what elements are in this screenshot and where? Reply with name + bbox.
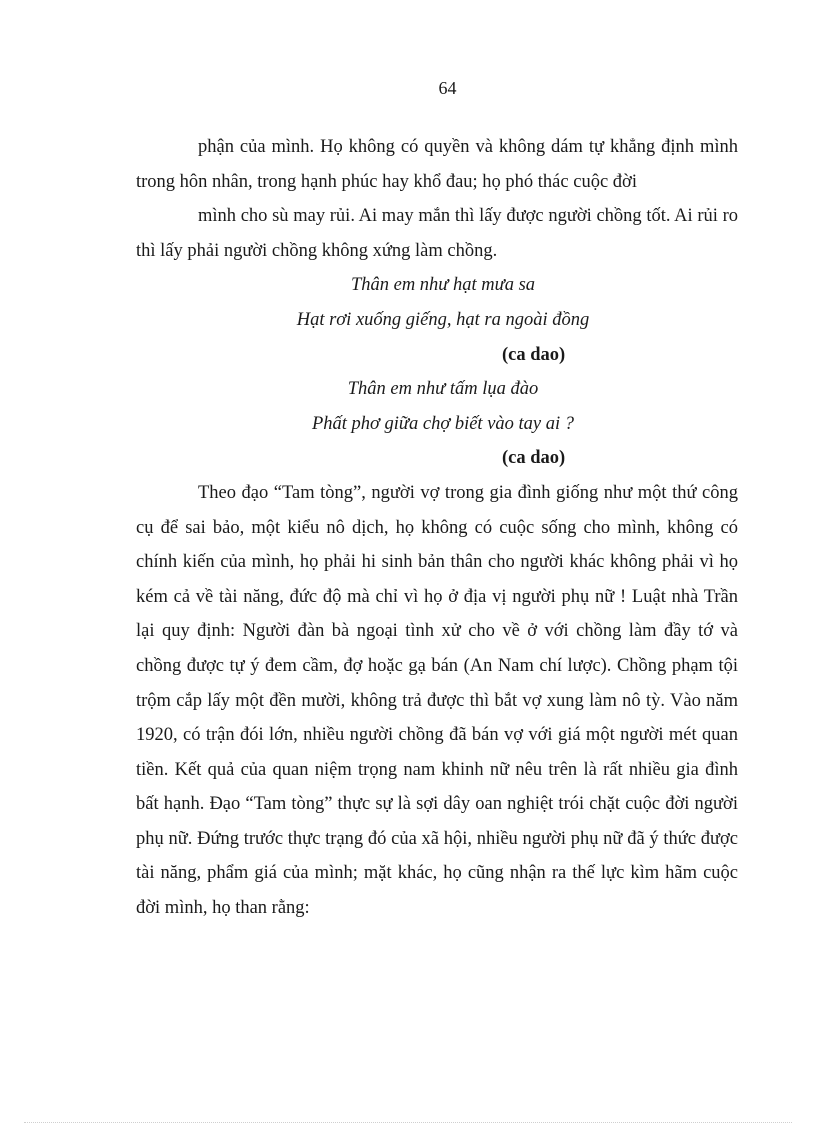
paragraph-2: mình cho sù may rủi. Ai may mắn thì lấy được người chồng tốt. Ai rủi ro thì lấy phải người chồng không xứng làm chồng. <box>136 206 738 261</box>
poem-1-line-2: Hạt rơi xuống giếng, hạt ra ngoài đồng <box>296 309 590 330</box>
poem-2-line-2: Phất phơ giữa chợ biết vào tay ai ? <box>311 413 575 434</box>
paragraph-1: phận của mình. Họ không có quyền và không dám tự khẳng định mình trong hôn nhân, trong hạnh phúc hay khổ đau; họ phó thác cuộc đời <box>136 137 738 192</box>
poem-1-source: (ca dao) <box>502 344 566 365</box>
poem-2-source: (ca dao) <box>502 448 566 469</box>
poem-1-line-1: Thân em như hạt mưa sa <box>350 275 536 296</box>
page-number: 64 <box>438 78 457 98</box>
poem-2 <box>136 372 738 476</box>
poem-2-line-1: Thân em như tấm lụa đào <box>347 379 539 400</box>
paragraph-3: Theo đạo “Tam tòng”, người vợ trong gia đình giống như một thứ công cụ để sai bảo, một kiểu nô dịch, họ không có cuộc sống cho mình, không có chính kiến của mình, họ phải hi sinh bản thân cho người khác không phải vì họ kém cả về tài năng, đức độ mà chỉ vì họ ở địa vị người phụ nữ ! Luật nhà Trần lại quy định: Người đàn bà ngoại tình xử cho về ở với chồng làm đầy tớ và chồng được tự ý đem cầm, đợ hoặc gạ bán (An Nam chí lược). Chồng phạm tội trộm cắp lấy một đền mười, không trả được thì bắt vợ xung làm nô tỳ. Vào năm 1920, có trận đói lớn, nhiều người chồng đã bán vợ với giá một người mét quan tiền. Kết quả của quan niệm trọng nam khinh nữ nêu trên là rất nhiều gia đình bất hạnh. Đạo “Tam tòng” thực sự là sợi dây oan nghiệt trói chặt cuộc đời người phụ nữ. Đứng trước thực trạng đó của xã hội, nhiều người phụ nữ đã ý thức được tài năng, phẩm giá của mình; mặt khác, họ cũng nhận ra thế lực kìm hãm cuộc đời mình, họ than rằng: <box>136 482 738 919</box>
poem-1 <box>136 268 738 372</box>
body-text <box>136 130 738 926</box>
